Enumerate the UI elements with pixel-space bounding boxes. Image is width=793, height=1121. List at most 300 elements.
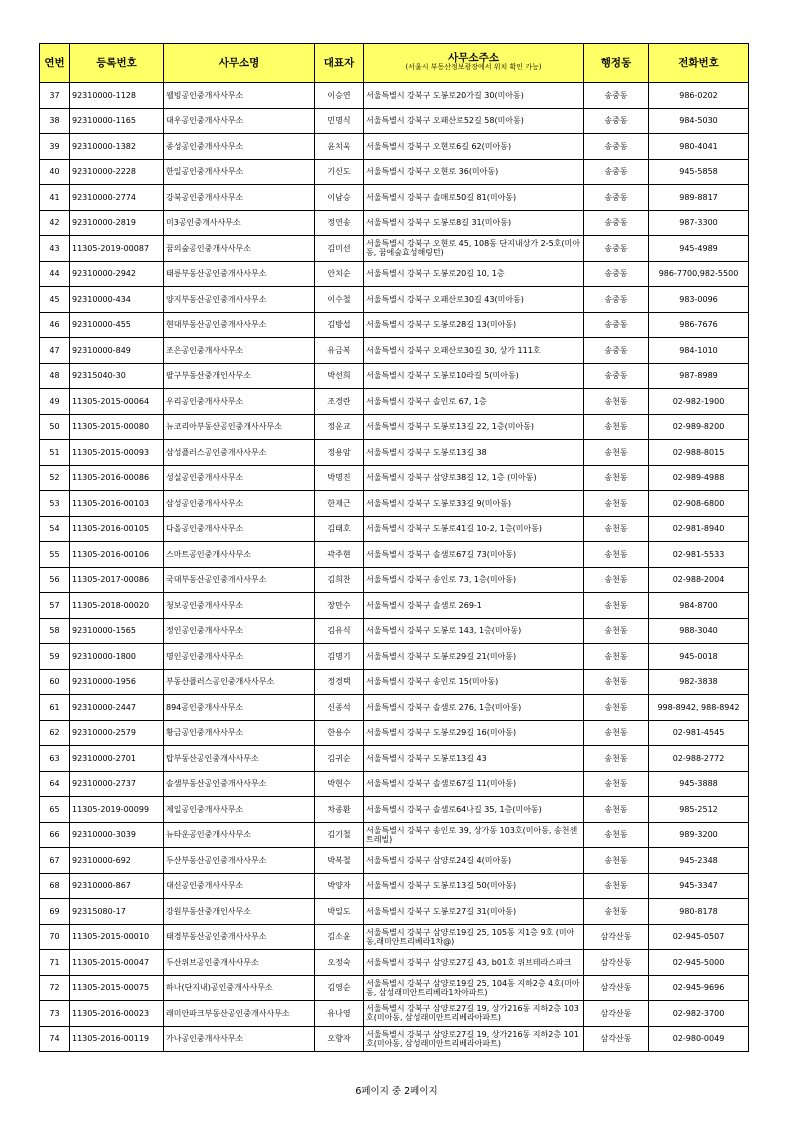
header-rep: 대표자 (315, 44, 364, 83)
cell-addr: 서울특별시 강북구 도봉로33길 9(미아동) (364, 491, 584, 517)
cell-dong: 송천동 (584, 797, 649, 823)
cell-rep: 김기철 (315, 822, 364, 848)
page-footer: 6페이지 중 2페이지 (355, 1086, 438, 1097)
cell-dong: 송중동 (584, 363, 649, 389)
cell-tel: 945-3888 (649, 771, 749, 797)
cell-reg: 11305-2015-00047 (70, 950, 164, 976)
table-row (40, 695, 749, 721)
cell-rep: 김귀순 (315, 746, 364, 772)
table-row (40, 159, 749, 185)
table-row (40, 542, 749, 568)
cell-tel: 02-981-5533 (649, 542, 749, 568)
cell-dong: 송중동 (584, 108, 649, 134)
cell-reg: 11305-2015-00010 (70, 924, 164, 950)
cell-no: 46 (40, 312, 70, 338)
cell-addr: 서울특별시 강북구 송인로 73, 1층(미아동) (364, 567, 584, 593)
cell-reg: 11305-2016-00103 (70, 491, 164, 517)
cell-addr: 서울특별시 강북구 삼양로19길 25, 104동 지하2층 4호(미아동, 삼성래미안트리베라1차아파트) (364, 975, 584, 1001)
cell-no: 52 (40, 465, 70, 491)
cell-tel: 02-982-1900 (649, 389, 749, 415)
cell-addr: 서울특별시 강북구 솔샘로67길 73(미아동) (364, 542, 584, 568)
cell-no: 41 (40, 185, 70, 211)
cell-dong: 송천동 (584, 516, 649, 542)
cell-no: 38 (40, 108, 70, 134)
cell-addr: 서울특별시 강북구 솔샘로64나길 35, 1층(미아동) (364, 797, 584, 823)
cell-addr: 서울특별시 강북구 도봉로13길 50(미아동) (364, 873, 584, 899)
cell-name: 현대부동산공인중개사사무소 (164, 312, 315, 338)
cell-rep: 윤치욱 (315, 134, 364, 160)
cell-rep: 김미선 (315, 236, 364, 262)
cell-addr: 서울특별시 강북구 송인로 39, 상가동 103호(미아동, 송천센트레빌) (364, 822, 584, 848)
cell-dong: 송중동 (584, 134, 649, 160)
cell-no: 43 (40, 236, 70, 262)
cell-reg: 92310000-2819 (70, 210, 164, 236)
cell-name: 삼성공인중개사사무소 (164, 491, 315, 517)
cell-dong: 송천동 (584, 822, 649, 848)
cell-addr: 서울특별시 강북구 삼양로19길 25, 105동 지1층 9호 (미아동,래미안트리베라1차@) (364, 924, 584, 950)
cell-rep: 조경란 (315, 389, 364, 415)
cell-dong: 송천동 (584, 618, 649, 644)
cell-name: 미3공인중개사사무소 (164, 210, 315, 236)
cell-tel: 02-989-8200 (649, 414, 749, 440)
table-row (40, 261, 749, 287)
table-row (40, 465, 749, 491)
cell-name: 양지부동산공인중개사사무소 (164, 287, 315, 313)
cell-no: 44 (40, 261, 70, 287)
table-row (40, 236, 749, 262)
cell-no: 51 (40, 440, 70, 466)
cell-reg: 92310000-3039 (70, 822, 164, 848)
cell-name: 다올공인중개사사무소 (164, 516, 315, 542)
table-row (40, 338, 749, 364)
cell-addr: 서울특별시 강북구 도봉로20가길 30(미아동) (364, 83, 584, 109)
cell-rep: 정경택 (315, 669, 364, 695)
cell-no: 57 (40, 593, 70, 619)
cell-no: 66 (40, 822, 70, 848)
cell-reg: 92310000-1165 (70, 108, 164, 134)
table-row (40, 363, 749, 389)
cell-tel: 982-3838 (649, 669, 749, 695)
cell-no: 40 (40, 159, 70, 185)
cell-dong: 송중동 (584, 312, 649, 338)
cell-reg: 92310000-849 (70, 338, 164, 364)
cell-name: 두산부동산공인중개사사무소 (164, 848, 315, 874)
cell-addr: 서울특별시 강북구 송인로 15(미아동) (364, 669, 584, 695)
table-row (40, 746, 749, 772)
cell-dong: 송천동 (584, 440, 649, 466)
table-row (40, 618, 749, 644)
cell-addr: 서울특별시 강북구 도봉로20길 10, 1층 (364, 261, 584, 287)
cell-dong: 삼각산동 (584, 924, 649, 950)
cell-dong: 송중동 (584, 261, 649, 287)
cell-reg: 11305-2015-00064 (70, 389, 164, 415)
cell-rep: 장만수 (315, 593, 364, 619)
cell-rep: 김태호 (315, 516, 364, 542)
table-row (40, 389, 749, 415)
cell-no: 54 (40, 516, 70, 542)
table-row (40, 1026, 749, 1052)
table-row (40, 491, 749, 517)
cell-name: 894공인중개사사무소 (164, 695, 315, 721)
table-row (40, 414, 749, 440)
cell-dong: 송천동 (584, 542, 649, 568)
cell-dong: 삼각산동 (584, 975, 649, 1001)
cell-rep: 유금복 (315, 338, 364, 364)
cell-name: 제일공인중개사사무소 (164, 797, 315, 823)
table-row (40, 312, 749, 338)
cell-dong: 송천동 (584, 720, 649, 746)
cell-name: 삼성플러스공인중개사사무소 (164, 440, 315, 466)
cell-reg: 92310000-2737 (70, 771, 164, 797)
cell-no: 74 (40, 1026, 70, 1052)
cell-name: 종성공인중개사사무소 (164, 134, 315, 160)
cell-name: 뉴타운공인중개사사무소 (164, 822, 315, 848)
cell-tel: 986-7700,982-5500 (649, 261, 749, 287)
cell-reg: 92310000-692 (70, 848, 164, 874)
cell-name: 꿈의숲공인중개사사무소 (164, 236, 315, 262)
cell-no: 39 (40, 134, 70, 160)
table-row (40, 567, 749, 593)
cell-rep: 김방섭 (315, 312, 364, 338)
cell-no: 42 (40, 210, 70, 236)
table-row (40, 593, 749, 619)
header-addr-note: (서울시 부동산정보광장에서 위치 확인 가능) (405, 63, 542, 71)
cell-addr: 서울특별시 강북구 오현로6길 62(미아동) (364, 134, 584, 160)
cell-rep: 박일도 (315, 899, 364, 925)
table-row (40, 210, 749, 236)
header-reg: 등록번호 (70, 44, 164, 83)
cell-reg: 92310000-2942 (70, 261, 164, 287)
cell-name: 솔샘부동산공인중개사사무소 (164, 771, 315, 797)
header-tel: 전화번호 (649, 44, 749, 83)
table-row (40, 516, 749, 542)
table-row (40, 287, 749, 313)
cell-tel: 02-981-8940 (649, 516, 749, 542)
cell-no: 62 (40, 720, 70, 746)
cell-tel: 945-5858 (649, 159, 749, 185)
cell-dong: 삼각산동 (584, 1026, 649, 1052)
cell-addr: 서울특별시 강북구 솔샘로 276, 1층(미아동) (364, 695, 584, 721)
table-row (40, 848, 749, 874)
cell-name: 태경부동산공인중개사사무소 (164, 924, 315, 950)
cell-dong: 송중동 (584, 185, 649, 211)
cell-tel: 945-2348 (649, 848, 749, 874)
cell-tel: 986-0202 (649, 83, 749, 109)
cell-name: 하나(단지내)공인중개사사무소 (164, 975, 315, 1001)
cell-tel: 989-3200 (649, 822, 749, 848)
cell-addr: 서울특별시 강북구 삼양로24길 4(미아동) (364, 848, 584, 874)
cell-rep: 박선희 (315, 363, 364, 389)
cell-dong: 삼각산동 (584, 1001, 649, 1027)
cell-tel: 02-988-2004 (649, 567, 749, 593)
cell-reg: 92310000-2774 (70, 185, 164, 211)
cell-name: 강원부동산중개인사무소 (164, 899, 315, 925)
cell-no: 49 (40, 389, 70, 415)
cell-reg: 92310000-1565 (70, 618, 164, 644)
cell-reg: 11305-2015-00075 (70, 975, 164, 1001)
cell-no: 58 (40, 618, 70, 644)
cell-addr: 서울특별시 강북구 도봉로29길 16(미아동) (364, 720, 584, 746)
cell-name: 가나공인중개사사무소 (164, 1026, 315, 1052)
cell-rep: 박양자 (315, 873, 364, 899)
cell-reg: 11305-2016-00023 (70, 1001, 164, 1027)
cell-name: 스마트공인중개사사무소 (164, 542, 315, 568)
table-row (40, 644, 749, 670)
cell-tel: 02-988-8015 (649, 440, 749, 466)
table-row (40, 185, 749, 211)
cell-name: 조은공인중개사사무소 (164, 338, 315, 364)
cell-tel: 02-982-3700 (649, 1001, 749, 1027)
cell-dong: 송천동 (584, 491, 649, 517)
cell-addr: 서울특별시 강북구 오현로 36(미아동) (364, 159, 584, 185)
cell-rep: 이남승 (315, 185, 364, 211)
cell-no: 70 (40, 924, 70, 950)
header-name: 사무소명 (164, 44, 315, 83)
cell-addr: 서울특별시 강북구 도봉로8길 31(미아동) (364, 210, 584, 236)
header-addr-title: 사무소주소 (448, 52, 499, 64)
cell-rep: 정연송 (315, 210, 364, 236)
cell-tel: 998-8942, 988-8942 (649, 695, 749, 721)
cell-addr: 서울특별시 강북구 도봉로13길 43 (364, 746, 584, 772)
cell-addr: 서울특별시 강북구 도봉로13길 22, 1층(미아동) (364, 414, 584, 440)
cell-name: 팔구부동산중개인사무소 (164, 363, 315, 389)
cell-name: 성실공인중개사사무소 (164, 465, 315, 491)
cell-tel: 989-8817 (649, 185, 749, 211)
cell-addr: 서울특별시 강북구 솔샘로 269-1 (364, 593, 584, 619)
cell-rep: 박명진 (315, 465, 364, 491)
cell-addr: 서울특별시 강북구 도봉로13길 38 (364, 440, 584, 466)
cell-reg: 11305-2016-00086 (70, 465, 164, 491)
cell-rep: 안치순 (315, 261, 364, 287)
cell-dong: 송천동 (584, 771, 649, 797)
cell-tel: 984-8700 (649, 593, 749, 619)
cell-addr: 서울특별시 강북구 오패산로30길 30, 상가 111호 (364, 338, 584, 364)
cell-dong: 송중동 (584, 83, 649, 109)
cell-tel: 02-981-4545 (649, 720, 749, 746)
table-row (40, 975, 749, 1001)
cell-name: 한일공인중개사사무소 (164, 159, 315, 185)
cell-rep: 김소윤 (315, 924, 364, 950)
cell-dong: 송천동 (584, 899, 649, 925)
cell-name: 명인공인중개사사무소 (164, 644, 315, 670)
table-row (40, 822, 749, 848)
cell-rep: 오정숙 (315, 950, 364, 976)
table-row (40, 669, 749, 695)
cell-dong: 송천동 (584, 644, 649, 670)
cell-reg: 11305-2019-00099 (70, 797, 164, 823)
table-row (40, 134, 749, 160)
table-row (40, 899, 749, 925)
cell-no: 64 (40, 771, 70, 797)
cell-rep: 이승연 (315, 83, 364, 109)
cell-rep: 김유식 (315, 618, 364, 644)
cell-reg: 11305-2015-00080 (70, 414, 164, 440)
cell-addr: 서울특별시 강북구 삼양로27길 19, 상가216동 지하2층 101호(미아동, 삼성래미안트리베라아파트) (364, 1026, 584, 1052)
cell-name: 강북공인중개사사무소 (164, 185, 315, 211)
cell-no: 65 (40, 797, 70, 823)
table-header-row (40, 44, 749, 83)
cell-no: 69 (40, 899, 70, 925)
cell-tel: 02-989-4988 (649, 465, 749, 491)
table-row (40, 440, 749, 466)
cell-no: 67 (40, 848, 70, 874)
cell-tel: 02-988-2772 (649, 746, 749, 772)
table-row (40, 924, 749, 950)
cell-dong: 송천동 (584, 389, 649, 415)
cell-no: 53 (40, 491, 70, 517)
cell-no: 71 (40, 950, 70, 976)
cell-reg: 11305-2016-00119 (70, 1026, 164, 1052)
cell-tel: 02-945-9696 (649, 975, 749, 1001)
cell-addr: 서울특별시 강북구 오현로 45, 108동 단지내상가 2-5호(미아동, 꿈에숲효성해링턴) (364, 236, 584, 262)
cell-reg: 92310000-2228 (70, 159, 164, 185)
cell-dong: 송중동 (584, 236, 649, 262)
cell-dong: 송천동 (584, 695, 649, 721)
cell-tel: 987-3300 (649, 210, 749, 236)
cell-dong: 송중동 (584, 338, 649, 364)
table-row (40, 873, 749, 899)
cell-no: 60 (40, 669, 70, 695)
cell-name: 부동산플러스공인중개사사무소 (164, 669, 315, 695)
cell-rep: 박현수 (315, 771, 364, 797)
cell-tel: 985-2512 (649, 797, 749, 823)
header-no: 연번 (40, 44, 70, 83)
cell-reg: 92315080-17 (70, 899, 164, 925)
cell-dong: 송중동 (584, 287, 649, 313)
table-row (40, 797, 749, 823)
cell-name: 탑부동산공인중개사사무소 (164, 746, 315, 772)
cell-tel: 945-0018 (649, 644, 749, 670)
cell-tel: 980-8178 (649, 899, 749, 925)
cell-reg: 11305-2019-00087 (70, 236, 164, 262)
cell-name: 두산위브공인중개사사무소 (164, 950, 315, 976)
cell-rep: 신종석 (315, 695, 364, 721)
cell-rep: 차종환 (315, 797, 364, 823)
cell-tel: 983-0096 (649, 287, 749, 313)
cell-rep: 곽주현 (315, 542, 364, 568)
cell-no: 37 (40, 83, 70, 109)
cell-no: 56 (40, 567, 70, 593)
cell-reg: 92310000-434 (70, 287, 164, 313)
cell-reg: 11305-2018-00020 (70, 593, 164, 619)
cell-dong: 송천동 (584, 593, 649, 619)
table-row (40, 771, 749, 797)
cell-tel: 980-4041 (649, 134, 749, 160)
cell-tel: 945-3347 (649, 873, 749, 899)
cell-rep: 김희찬 (315, 567, 364, 593)
cell-rep: 민명식 (315, 108, 364, 134)
cell-no: 59 (40, 644, 70, 670)
cell-dong: 송천동 (584, 567, 649, 593)
cell-rep: 한용수 (315, 720, 364, 746)
cell-addr: 서울특별시 강북구 도봉로 143, 1층(미아동) (364, 618, 584, 644)
cell-addr: 서울특별시 강북구 도봉로10라길 5(미아동) (364, 363, 584, 389)
cell-reg: 92310000-867 (70, 873, 164, 899)
table-row (40, 720, 749, 746)
cell-tel: 987-8989 (649, 363, 749, 389)
cell-addr: 서울특별시 강북구 오패산로52길 58(미아동) (364, 108, 584, 134)
header-dong: 행정동 (584, 44, 649, 83)
cell-rep: 오향자 (315, 1026, 364, 1052)
cell-dong: 송천동 (584, 848, 649, 874)
cell-dong: 송중동 (584, 210, 649, 236)
cell-rep: 유나영 (315, 1001, 364, 1027)
cell-tel: 02-945-5000 (649, 950, 749, 976)
cell-no: 50 (40, 414, 70, 440)
cell-addr: 서울특별시 강북구 삼양로38길 12, 1층 (미아동) (364, 465, 584, 491)
cell-tel: 984-1010 (649, 338, 749, 364)
cell-no: 68 (40, 873, 70, 899)
cell-addr: 서울특별시 강북구 삼양로27길 43, b01호 위브테라스파크 (364, 950, 584, 976)
cell-no: 55 (40, 542, 70, 568)
cell-addr: 서울특별시 강북구 솔인로 67, 1층 (364, 389, 584, 415)
cell-reg: 92310000-1956 (70, 669, 164, 695)
cell-dong: 송천동 (584, 669, 649, 695)
cell-reg: 92310000-2447 (70, 695, 164, 721)
cell-no: 48 (40, 363, 70, 389)
cell-reg: 11305-2016-00105 (70, 516, 164, 542)
cell-tel: 988-3040 (649, 618, 749, 644)
cell-name: 뉴코리아부동산공인중개사사무소 (164, 414, 315, 440)
cell-addr: 서울특별시 강북구 도봉로41길 10-2, 1층(미아동) (364, 516, 584, 542)
cell-no: 47 (40, 338, 70, 364)
table-row (40, 1001, 749, 1027)
cell-reg: 92310000-2579 (70, 720, 164, 746)
cell-tel: 02-980-0049 (649, 1026, 749, 1052)
cell-reg: 92310000-1128 (70, 83, 164, 109)
cell-name: 태릉부동산공인중개사사무소 (164, 261, 315, 287)
table-row (40, 950, 749, 976)
cell-reg: 92310000-1800 (70, 644, 164, 670)
cell-rep: 정용암 (315, 440, 364, 466)
cell-addr: 서울특별시 강북구 삼양로27길 19, 상가216동 지하2층 103호(미아동, 삼성래미안트리베라아파트) (364, 1001, 584, 1027)
cell-tel: 945-4989 (649, 236, 749, 262)
cell-addr: 서울특별시 강북구 도봉로28길 13(미아동) (364, 312, 584, 338)
table-row (40, 83, 749, 109)
cell-reg: 92310000-2701 (70, 746, 164, 772)
cell-name: 래미안파크부동산공인중개사사무소 (164, 1001, 315, 1027)
registry-table (39, 43, 749, 1052)
cell-rep: 김영순 (315, 975, 364, 1001)
cell-reg: 11305-2015-00093 (70, 440, 164, 466)
cell-reg: 92315040-30 (70, 363, 164, 389)
cell-name: 대신공인중개사사무소 (164, 873, 315, 899)
cell-name: 청보공인중개사사무소 (164, 593, 315, 619)
cell-name: 대우공인중개사사무소 (164, 108, 315, 134)
cell-addr: 서울특별시 강북구 오패산로30길 43(미아동) (364, 287, 584, 313)
cell-dong: 송중동 (584, 159, 649, 185)
cell-dong: 송천동 (584, 746, 649, 772)
cell-no: 72 (40, 975, 70, 1001)
cell-reg: 92310000-1382 (70, 134, 164, 160)
cell-no: 63 (40, 746, 70, 772)
cell-addr: 서울특별시 강북구 솔샘로67길 11(미아동) (364, 771, 584, 797)
header-addr (364, 44, 584, 83)
cell-dong: 송천동 (584, 873, 649, 899)
cell-addr: 서울특별시 강북구 도봉로27길 31(미아동) (364, 899, 584, 925)
cell-name: 정인공인중개사사무소 (164, 618, 315, 644)
cell-name: 웰빙공인중개사사무소 (164, 83, 315, 109)
cell-name: 국대부동산공인중개사사무소 (164, 567, 315, 593)
cell-addr: 서울특별시 강북구 도봉로29길 21(미아동) (364, 644, 584, 670)
cell-tel: 02-908-6800 (649, 491, 749, 517)
table-row (40, 108, 749, 134)
cell-reg: 11305-2017-00086 (70, 567, 164, 593)
cell-dong: 송천동 (584, 414, 649, 440)
cell-rep: 기신도 (315, 159, 364, 185)
cell-rep: 한재근 (315, 491, 364, 517)
cell-no: 73 (40, 1001, 70, 1027)
